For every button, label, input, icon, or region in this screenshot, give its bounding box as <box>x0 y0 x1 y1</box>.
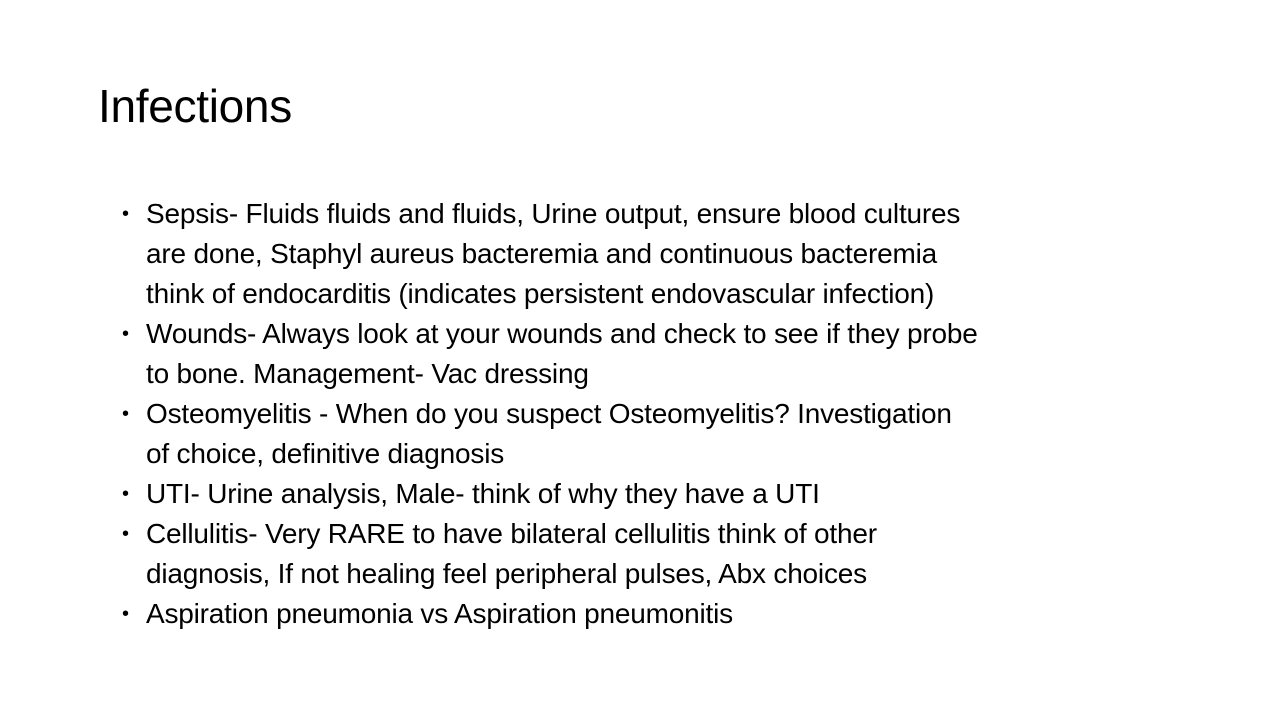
bullet-line: Wounds- Always look at your wounds and check to see if they probe <box>146 318 978 349</box>
bullet-line: Sepsis- Fluids fluids and fluids, Urine output, ensure blood cultures <box>146 198 961 229</box>
bullet-item-sepsis <box>122 194 1202 314</box>
bullet-line: Aspiration pneumonia vs Aspiration pneumonitis <box>146 598 733 629</box>
bullet-line: of choice, definitive diagnosis <box>146 438 505 469</box>
bullet-list <box>122 194 1202 634</box>
bullet-line: Osteomyelitis - When do you suspect Osteomyelitis? Investigation <box>146 398 952 429</box>
bullet-line: to bone. Management- Vac dressing <box>146 358 589 389</box>
bullet-icon: • <box>122 203 129 225</box>
bullet-icon: • <box>122 323 129 345</box>
bullet-icon: • <box>122 403 129 425</box>
bullet-line: diagnosis, If not healing feel peripheral pulses, Abx choices <box>146 558 867 589</box>
bullet-item-wounds <box>122 314 1202 394</box>
bullet-icon: • <box>122 523 129 545</box>
bullet-item-cellulitis <box>122 514 1202 594</box>
bullet-line: think of endocarditis (indicates persistent endovascular infection) <box>146 278 935 309</box>
bullet-line: UTI- Urine analysis, Male- think of why they have a UTI <box>146 478 820 509</box>
bullet-line: Cellulitis- Very RARE to have bilateral cellulitis think of other <box>146 518 877 549</box>
slide-title: Infections <box>98 80 292 132</box>
bullet-icon: • <box>122 603 129 625</box>
bullet-item-aspiration <box>122 594 1202 634</box>
bullet-line: are done, Staphyl aureus bacteremia and continuous bacteremia <box>146 238 937 269</box>
bullet-item-osteomyelitis <box>122 394 1202 474</box>
bullet-icon: • <box>122 483 129 505</box>
bullet-item-uti <box>122 474 1202 514</box>
